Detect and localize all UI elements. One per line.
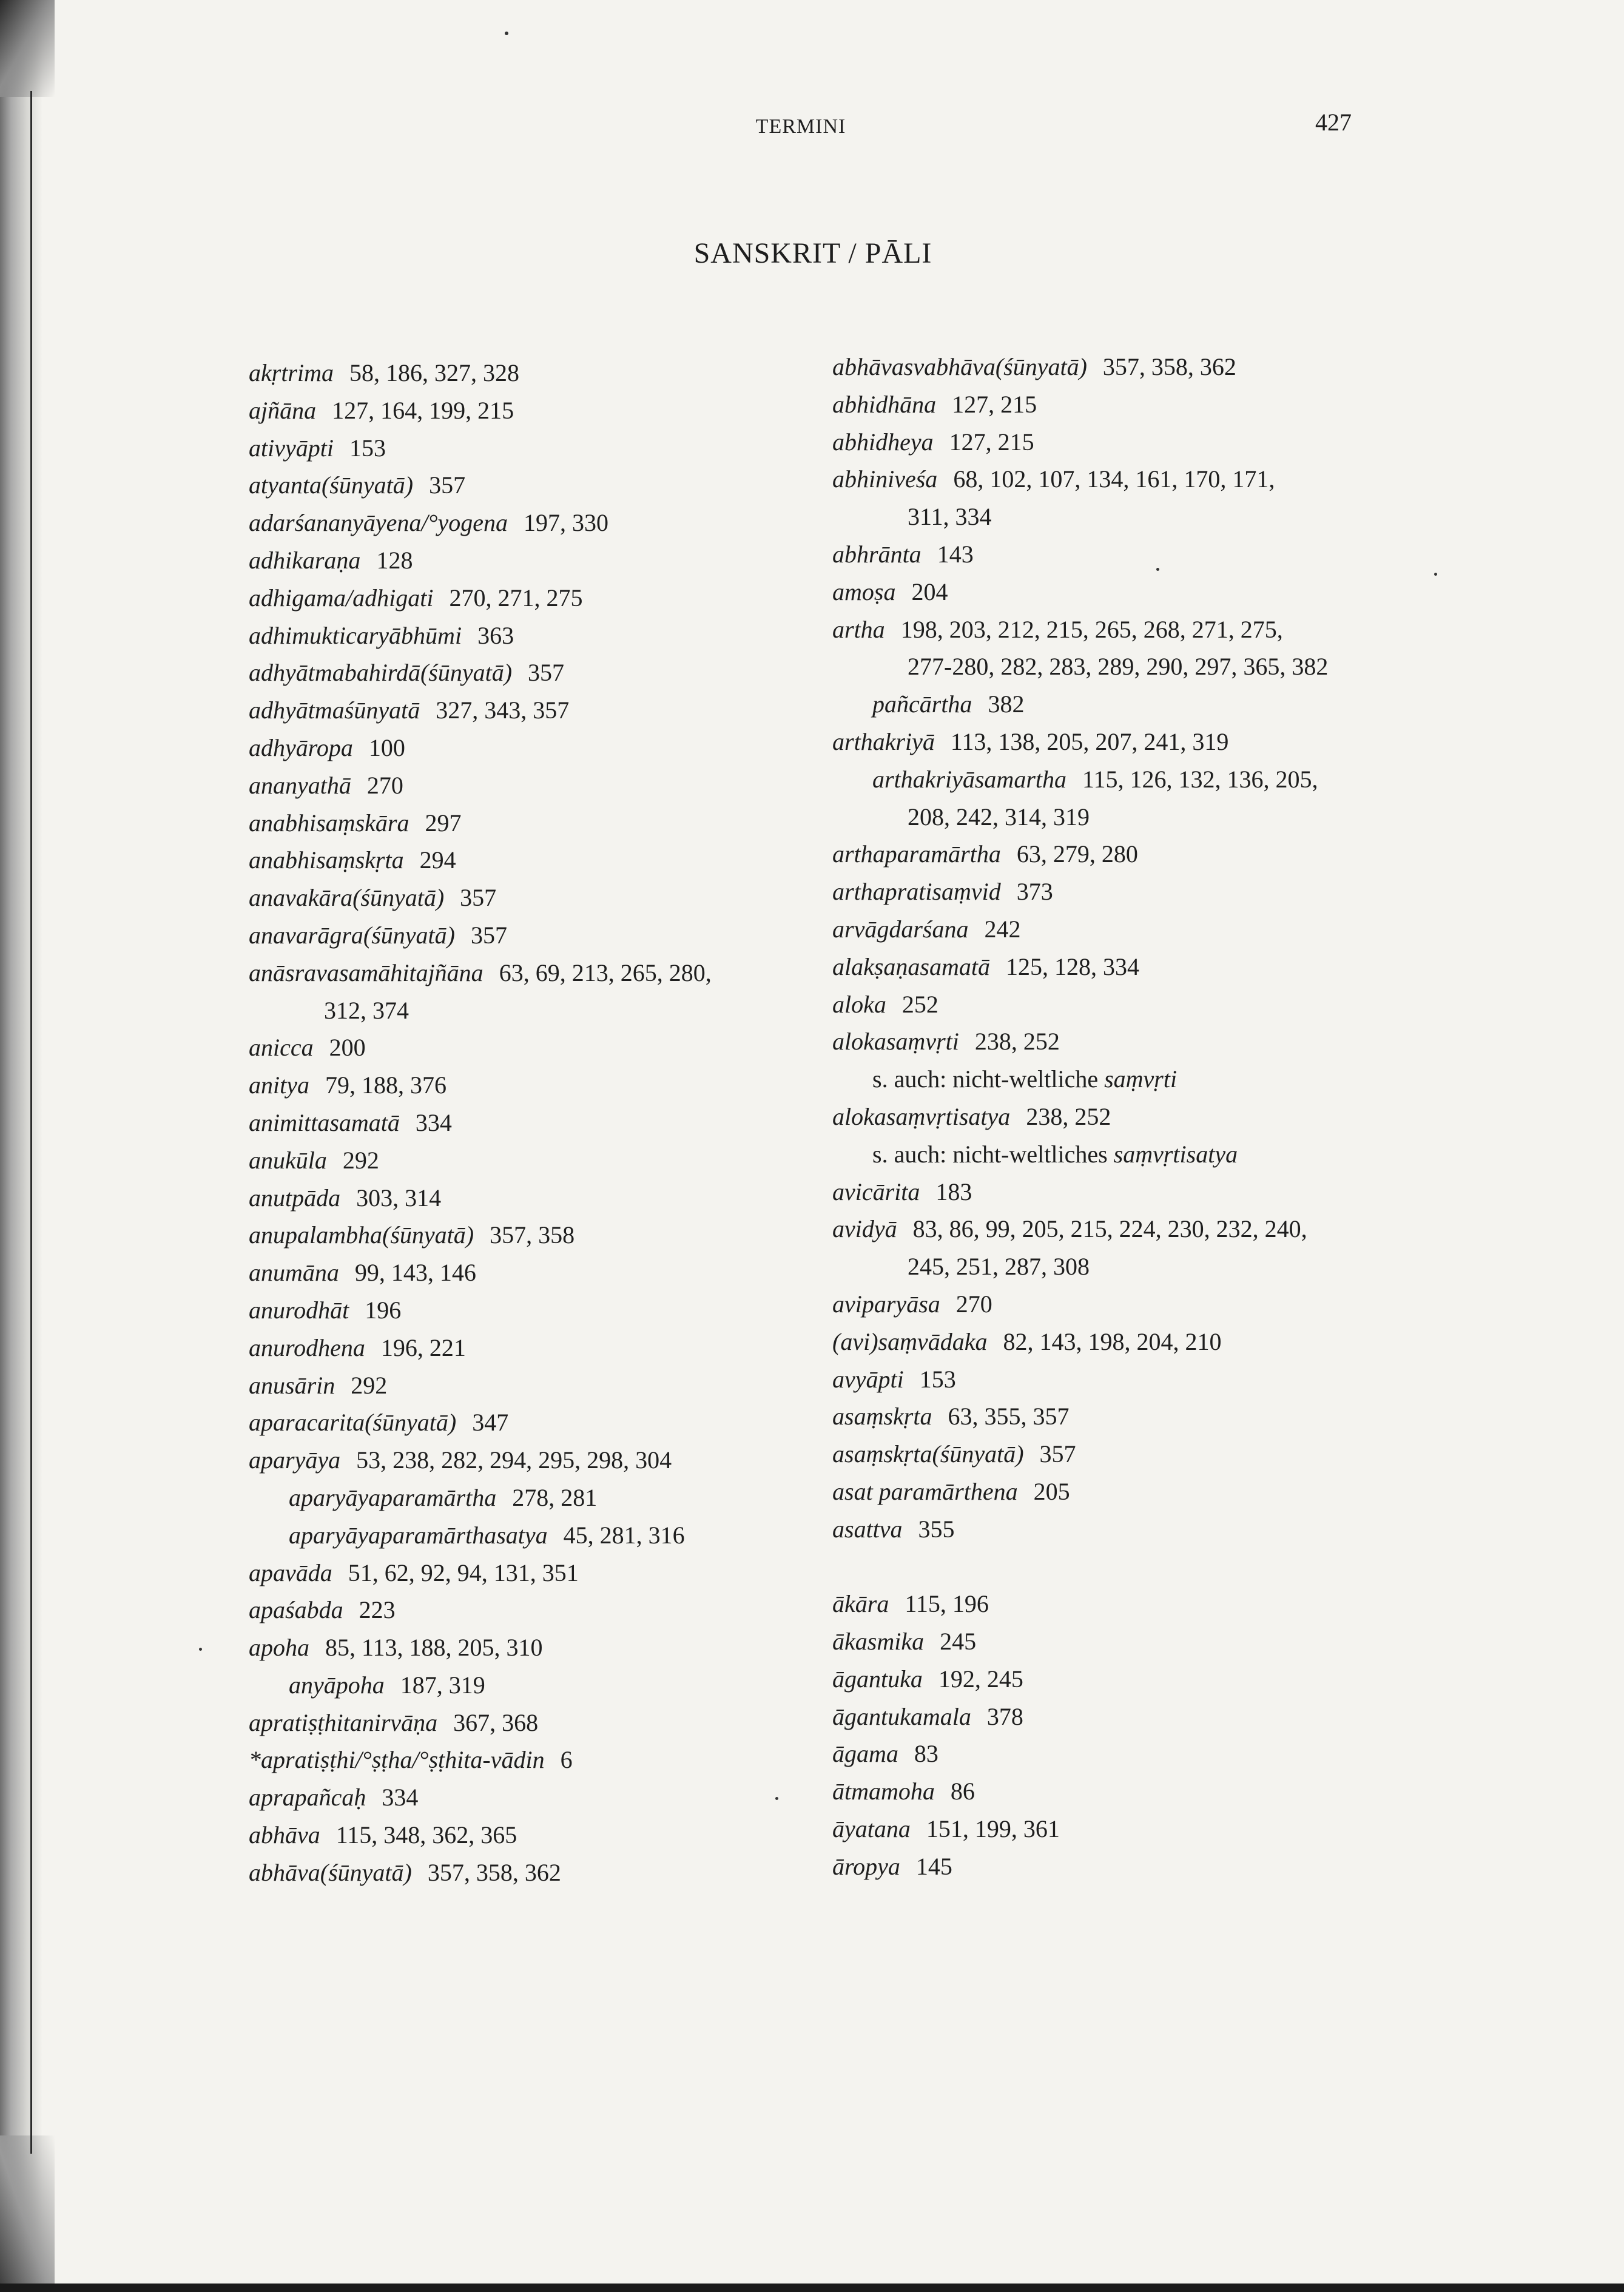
page-references: 270 (955, 1290, 992, 1318)
index-term: alakṣaṇasamatā (832, 952, 990, 980)
index-term: apoha (249, 1634, 309, 1662)
index-entry (832, 1585, 1415, 1623)
index-term: anavakāra(śūnyatā) (249, 884, 445, 912)
page-references: 198, 203, 212, 215, 265, 268, 271, 275, (900, 615, 1283, 643)
index-entry (832, 1398, 1415, 1435)
index-entry (832, 948, 1415, 986)
index-term: anabhisaṃskṛta (249, 846, 404, 874)
index-entry (249, 504, 831, 542)
page-references: 53, 238, 282, 294, 295, 298, 304 (356, 1446, 672, 1474)
index-entry (249, 1254, 831, 1292)
page-references: 347 (472, 1409, 509, 1437)
index-entry (832, 1848, 1415, 1886)
index-entry (832, 1023, 1415, 1060)
index-term: asaṃskṛta (832, 1403, 932, 1431)
index-entry (249, 1404, 831, 1441)
index-term: anyāpoha (289, 1671, 385, 1699)
index-term: apavāda (249, 1559, 332, 1586)
page-references: 357 (470, 921, 507, 949)
index-term: aprapañcaḥ (249, 1784, 366, 1812)
index-entry (249, 1067, 831, 1104)
page-references: 127, 164, 199, 215 (332, 396, 514, 424)
index-subentry (832, 761, 1415, 798)
page-references: 115, 196 (905, 1590, 989, 1618)
page-references: 127, 215 (952, 390, 1037, 418)
page-references: 238, 252 (974, 1028, 1060, 1056)
page-references: 153 (919, 1365, 956, 1393)
page-references: 196 (365, 1296, 402, 1324)
index-entry (832, 1511, 1415, 1548)
page-references: 357 (460, 884, 497, 912)
page-references: 63, 355, 357 (948, 1403, 1070, 1431)
page-references: 223 (359, 1596, 396, 1624)
index-entry-continuation (832, 498, 1415, 536)
index-entry (832, 1173, 1415, 1211)
page-references: 242 (984, 915, 1021, 943)
see-also-prefix: s. auch: nicht-weltliche (872, 1065, 1099, 1093)
page-references: 245, 251, 287, 308 (908, 1253, 1090, 1281)
index-entry (249, 879, 831, 917)
page-references: 357, 358 (490, 1221, 575, 1249)
index-term: avyāpti (832, 1365, 904, 1393)
index-entry (249, 729, 831, 767)
index-entry (249, 392, 831, 430)
index-entry (832, 1735, 1415, 1773)
index-term: avicārita (832, 1178, 920, 1205)
index-term: ākāra (832, 1590, 889, 1618)
page-references: 334 (415, 1108, 452, 1136)
running-head: TERMINI (755, 115, 846, 138)
binding-edge-line (30, 91, 32, 2154)
page-references: 367, 368 (453, 1708, 539, 1736)
page-references: 363 (477, 621, 514, 649)
index-term: abhāvasvabhāva(śūnyatā) (832, 353, 1087, 380)
page-references: 292 (351, 1371, 388, 1399)
index-entry (249, 1591, 831, 1629)
index-term: (avi)saṃvādaka (832, 1327, 988, 1355)
index-term: adhimukticaryābhūmi (249, 621, 462, 649)
page-references: 355 (918, 1515, 955, 1543)
index-entry (832, 1810, 1415, 1848)
index-entry (832, 348, 1415, 386)
index-term: anurodhena (249, 1333, 365, 1361)
index-subentry (832, 686, 1415, 723)
book-binding-shadow (0, 0, 42, 2292)
page-references: 357 (1039, 1440, 1076, 1468)
index-entry (249, 1292, 831, 1329)
index-entry (832, 873, 1415, 911)
page-references: 196, 221 (380, 1333, 466, 1361)
page-references: 127, 215 (949, 428, 1034, 456)
page-references: 100 (368, 733, 405, 761)
index-term: arvāgdarśana (832, 915, 969, 943)
page-references: 83, 86, 99, 205, 215, 224, 230, 232, 240, (912, 1215, 1307, 1243)
index-entry (249, 1104, 831, 1142)
index-term: anupalambha(śūnyatā) (249, 1221, 474, 1249)
page-references: 278, 281 (512, 1483, 598, 1511)
page-references: 270, 271, 275 (449, 584, 583, 612)
index-subentry (249, 1667, 831, 1704)
index-term: asattva (832, 1515, 903, 1543)
index-entry (249, 954, 831, 992)
index-term: ajñāna (249, 396, 317, 424)
index-term: asaṃskṛta(śūnyatā) (832, 1440, 1024, 1468)
index-entry (832, 723, 1415, 761)
index-term: abhidhāna (832, 390, 937, 418)
index-entry (249, 767, 831, 804)
index-entry (832, 1286, 1415, 1323)
page-references: 311, 334 (908, 503, 992, 531)
index-entry (832, 1473, 1415, 1511)
index-term: abhāva(śūnyatā) (249, 1858, 412, 1886)
binding-shadow-bottom (0, 2135, 55, 2292)
page-references: 63, 279, 280 (1016, 840, 1138, 868)
index-entry (832, 986, 1415, 1023)
index-term: aparyāyaparamārtha (289, 1483, 497, 1511)
index-subentry (249, 1517, 831, 1554)
page-references: 303, 314 (356, 1184, 442, 1212)
index-term: aparyāyaparamārthasatya (289, 1521, 548, 1549)
index-term: anukūla (249, 1146, 327, 1174)
index-term: anutpāda (249, 1184, 341, 1212)
index-term: adhyātmaśūnyatā (249, 696, 420, 724)
index-term: arthaparamārtha (832, 840, 1001, 868)
scan-speck (199, 1648, 202, 1651)
index-entry (249, 1854, 831, 1892)
index-entry (249, 1629, 831, 1667)
index-term: ativyāpti (249, 434, 334, 462)
index-entry (832, 911, 1415, 948)
page-references: 82, 143, 198, 204, 210 (1003, 1327, 1222, 1355)
index-term: āgantukamala (832, 1702, 971, 1730)
index-term: alokasaṃvṛti (832, 1028, 959, 1056)
index-entry (249, 804, 831, 842)
page-references: 312, 374 (324, 996, 409, 1024)
index-entry (832, 573, 1415, 611)
index-entry (832, 1773, 1415, 1810)
index-term: arthakriyā (832, 727, 935, 755)
index-term: asat paramārthena (832, 1477, 1018, 1505)
index-entry (832, 835, 1415, 873)
index-entry (249, 841, 831, 879)
binding-shadow-top (0, 0, 55, 97)
index-entry (832, 1435, 1415, 1473)
index-term: aparyāya (249, 1446, 341, 1474)
index-term: artha (832, 615, 885, 643)
page-references: 85, 113, 188, 205, 310 (325, 1634, 543, 1662)
index-term: amoṣa (832, 578, 896, 605)
index-term: anabhisaṃskāra (249, 809, 409, 837)
index-term: āgantuka (832, 1665, 923, 1693)
page-references: 125, 128, 334 (1006, 952, 1139, 980)
index-entry (832, 1210, 1415, 1248)
index-entry (249, 1704, 831, 1742)
index-term: anusārin (249, 1371, 335, 1399)
index-term: atyanta(śūnyatā) (249, 471, 414, 499)
index-entry (249, 1554, 831, 1592)
page-references: 86 (950, 1778, 975, 1805)
index-entry (249, 467, 831, 504)
page-references: 128 (376, 546, 413, 574)
index-entry (832, 1660, 1415, 1698)
index-term: anavarāgra(śūnyatā) (249, 921, 455, 949)
page-references: 334 (382, 1784, 419, 1812)
index-entry (249, 692, 831, 729)
see-also-term: saṃvṛti (1104, 1065, 1178, 1093)
index-entry (832, 611, 1415, 649)
page-references: 58, 186, 327, 328 (349, 359, 519, 386)
index-entry (249, 1367, 831, 1404)
index-column-right (832, 348, 1415, 1886)
page-references: 63, 69, 213, 265, 280, (499, 959, 712, 986)
section-title: SANSKRIT / PĀLI (693, 237, 932, 269)
index-term: abhāva (249, 1821, 320, 1849)
index-term: aparacarita(śūnyatā) (249, 1409, 457, 1437)
index-term: adhikaraṇa (249, 546, 361, 574)
page-references: 113, 138, 205, 207, 241, 319 (950, 727, 1229, 755)
page-references: 197, 330 (524, 509, 609, 537)
index-entry (249, 542, 831, 579)
index-entry (249, 1142, 831, 1179)
index-term: adhyātmabahirdā(śūnyatā) (249, 659, 513, 687)
page-references: 183 (935, 1178, 972, 1205)
index-term: āropya (832, 1852, 900, 1880)
page-references: 192, 245 (938, 1665, 1023, 1693)
index-term: pañcārtha (872, 690, 972, 718)
index-entry (832, 423, 1415, 461)
index-term: apaśabda (249, 1596, 343, 1624)
index-entry (249, 430, 831, 467)
index-entry (249, 1779, 831, 1816)
index-term: abhiniveśa (832, 465, 938, 493)
index-term: *apratiṣṭhi/°ṣṭha/°ṣṭhita-vādin (249, 1746, 545, 1774)
index-entry (832, 386, 1415, 423)
index-term: āyatana (832, 1815, 911, 1843)
page-references: 252 (901, 990, 938, 1018)
see-also-term: saṃvṛtisatya (1113, 1140, 1238, 1168)
scan-bottom-edge (0, 2284, 1624, 2292)
page-references: 205 (1033, 1477, 1070, 1505)
index-entry (249, 1029, 831, 1067)
index-term: adhyāropa (249, 733, 353, 761)
index-entry (249, 1816, 831, 1854)
index-term: ātmamoha (832, 1778, 935, 1805)
index-entry-continuation (249, 992, 831, 1030)
page-references: 115, 348, 362, 365 (335, 1821, 517, 1849)
page-references: 245 (940, 1628, 977, 1656)
index-term: avidyā (832, 1215, 897, 1243)
index-term: ākasmika (832, 1628, 925, 1656)
page-references: 297 (425, 809, 462, 837)
page-references: 6 (560, 1746, 573, 1774)
page-references: 200 (329, 1034, 366, 1062)
index-see-also (832, 1060, 1415, 1098)
index-entry (832, 460, 1415, 498)
index-term: anumāna (249, 1259, 339, 1287)
index-entry (249, 1216, 831, 1254)
page-references: 294 (419, 846, 456, 874)
index-subentry (249, 1479, 831, 1517)
index-term: abhidheya (832, 428, 934, 456)
scan-speck (505, 32, 508, 35)
page-references: 357, 358, 362 (427, 1858, 561, 1886)
page-references: 79, 188, 376 (325, 1071, 446, 1099)
index-entry (249, 1441, 831, 1479)
page-references: 153 (349, 434, 386, 462)
page-references: 145 (915, 1852, 952, 1880)
page-references: 378 (986, 1702, 1023, 1730)
index-entry (249, 1329, 831, 1367)
index-term: arthakriyāsamartha (872, 765, 1066, 793)
index-entry (832, 1098, 1415, 1136)
index-term: abhrānta (832, 540, 922, 568)
see-also-prefix: s. auch: nicht-weltliches (872, 1140, 1108, 1168)
index-entry (832, 1323, 1415, 1361)
index-term: ananyathā (249, 771, 351, 799)
index-term: arthapratisaṃvid (832, 878, 1001, 906)
index-term: adarśananyāyena/°yogena (249, 509, 508, 537)
index-term: anāsravasamāhitajñāna (249, 959, 483, 986)
page-references: 83 (914, 1740, 938, 1768)
index-term: apratiṣṭhitanirvāṇa (249, 1708, 438, 1736)
index-entry-continuation (832, 798, 1415, 836)
index-term: āgama (832, 1740, 898, 1768)
page-references: 115, 126, 132, 136, 205, (1082, 765, 1318, 793)
index-term: aviparyāsa (832, 1290, 940, 1318)
page-references: 292 (342, 1146, 379, 1174)
index-entry (249, 579, 831, 617)
page-references: 187, 319 (400, 1671, 485, 1699)
page-references: 357, 358, 362 (1102, 353, 1236, 380)
index-entry (249, 617, 831, 655)
page-references: 208, 242, 314, 319 (908, 803, 1090, 831)
page-references: 357 (528, 659, 565, 687)
page-references: 327, 343, 357 (436, 696, 570, 724)
page-number: 427 (1315, 109, 1352, 136)
page-references: 45, 281, 316 (563, 1521, 685, 1549)
index-term: aloka (832, 990, 886, 1018)
scan-speck (1434, 573, 1437, 576)
index-entry (249, 654, 831, 692)
index-entry (832, 1698, 1415, 1736)
page-references: 99, 143, 146 (354, 1259, 476, 1287)
index-entry (249, 354, 831, 392)
page-references: 204 (911, 578, 948, 605)
page-references: 68, 102, 107, 134, 161, 170, 171, (953, 465, 1275, 493)
index-entry (832, 536, 1415, 573)
page-references: 277-280, 282, 283, 289, 290, 297, 365, 382 (908, 653, 1329, 681)
index-entry (832, 1361, 1415, 1398)
page-references: 357 (429, 471, 466, 499)
index-term: anurodhāt (249, 1296, 349, 1324)
index-entry (832, 1623, 1415, 1660)
index-term: animittasamatā (249, 1108, 400, 1136)
page-references: 143 (937, 540, 974, 568)
page-references: 270 (366, 771, 403, 799)
index-term: alokasaṃvṛtisatya (832, 1102, 1011, 1130)
index-term: adhigama/adhigati (249, 584, 434, 612)
index-column-left (249, 354, 831, 1892)
index-term: anicca (249, 1034, 314, 1062)
page-references: 51, 62, 92, 94, 131, 351 (348, 1559, 579, 1586)
page-references: 382 (988, 690, 1025, 718)
index-entry-continuation (832, 648, 1415, 686)
index-entry-continuation (832, 1248, 1415, 1286)
index-entry (249, 1179, 831, 1217)
index-term: akṛtrima (249, 359, 334, 386)
index-entry (249, 917, 831, 954)
page-references: 238, 252 (1026, 1102, 1111, 1130)
page-references: 151, 199, 361 (926, 1815, 1060, 1843)
index-entry (249, 1741, 831, 1779)
index-term: anitya (249, 1071, 309, 1099)
index-see-also (832, 1136, 1415, 1173)
page-references: 373 (1016, 878, 1053, 906)
